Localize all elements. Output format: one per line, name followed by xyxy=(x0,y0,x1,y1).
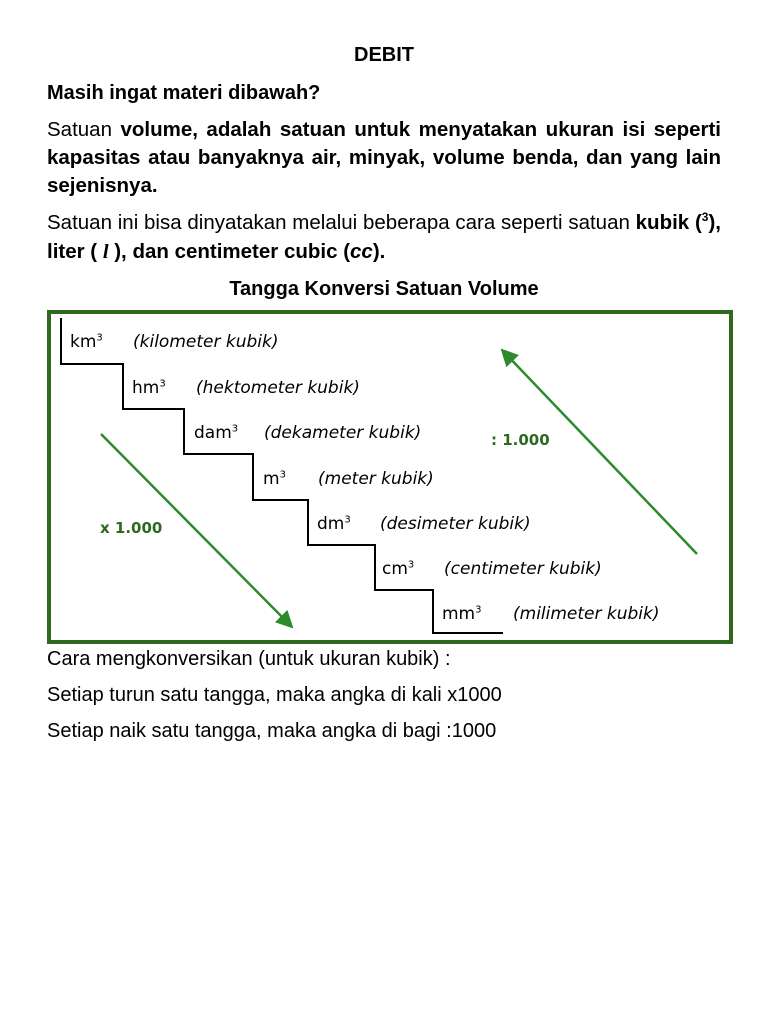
units-cc-post: ). xyxy=(372,240,386,263)
unit-cubic-sup: 3 xyxy=(475,604,482,616)
unit-name-m: (meter kubik) xyxy=(318,469,434,489)
unit-cubic-sup: 3 xyxy=(407,559,415,571)
intro-question: Masih ingat materi dibawah? xyxy=(47,82,321,104)
conversion-down-line: Setiap turun satu tangga, maka angka di kali x1000 xyxy=(47,684,502,706)
unit-symbol-text: m xyxy=(263,469,280,489)
down-multiply-label: x 1.000 xyxy=(100,519,163,537)
unit-name-mm: (milimeter kubik) xyxy=(513,604,660,624)
unit-symbol-cm xyxy=(382,559,414,579)
unit-symbol-text: hm xyxy=(132,378,160,398)
unit-symbol-dam xyxy=(194,423,238,443)
units-cc-pre: ), dan centimeter cubic ( xyxy=(108,240,351,263)
unit-symbol-text: km xyxy=(70,332,97,352)
unit-symbol-m xyxy=(263,469,286,489)
units-kubik-sup: 3 xyxy=(701,210,709,225)
definition-bold: volume, adalah satuan untuk menyatakan ukuran isi seperti kapasitas atau banyaknya air, minyak, volume benda, dan yang lain sejenisnya. xyxy=(47,118,721,197)
units-liter: ), liter ( xyxy=(47,211,721,263)
units-paragraph xyxy=(47,208,721,267)
units-cc: cc xyxy=(350,240,373,263)
unit-name-cm: (centimeter kubik) xyxy=(444,559,602,579)
units-lead: Satuan ini bisa dinyatakan melalui beberapa cara seperti satuan xyxy=(47,211,636,234)
conversion-intro-line: Cara mengkonversikan (untuk ukuran kubik) : xyxy=(47,648,451,670)
unit-cubic-sup: 3 xyxy=(344,514,351,526)
unit-name-dam: (dekameter kubik) xyxy=(264,423,422,443)
unit-cubic-sup: 3 xyxy=(159,378,166,390)
units-kubik: kubik ( xyxy=(635,211,702,234)
unit-symbol-hm xyxy=(132,378,166,398)
unit-name-km: (kilometer kubik) xyxy=(133,332,279,352)
unit-name-dm: (desimeter kubik) xyxy=(380,514,531,534)
unit-symbol-dm xyxy=(317,514,351,534)
conversion-staircase-diagram xyxy=(47,310,733,644)
diagram-title: Tangga Konversi Satuan Volume xyxy=(229,278,539,300)
definition-paragraph xyxy=(47,116,721,200)
unit-cubic-sup: 3 xyxy=(279,469,286,481)
unit-symbol-text: cm xyxy=(382,559,408,579)
unit-cubic-sup: 3 xyxy=(231,423,239,435)
page-title: DEBIT xyxy=(354,44,414,66)
unit-symbol-text: mm xyxy=(442,604,476,624)
up-arrow xyxy=(503,351,697,554)
unit-symbol-mm xyxy=(442,604,482,624)
liter-symbol: l xyxy=(102,241,109,263)
unit-symbol-km xyxy=(70,332,103,352)
definition-lead: Satuan xyxy=(47,118,121,141)
unit-cubic-sup: 3 xyxy=(96,332,103,344)
unit-symbol-text: dm xyxy=(317,514,345,534)
conversion-up-line: Setiap naik satu tangga, maka angka di bagi :1000 xyxy=(47,720,497,742)
unit-symbol-text: dam xyxy=(194,423,232,443)
unit-name-hm: (hektometer kubik) xyxy=(196,378,360,398)
up-divide-label: : 1.000 xyxy=(491,431,550,449)
